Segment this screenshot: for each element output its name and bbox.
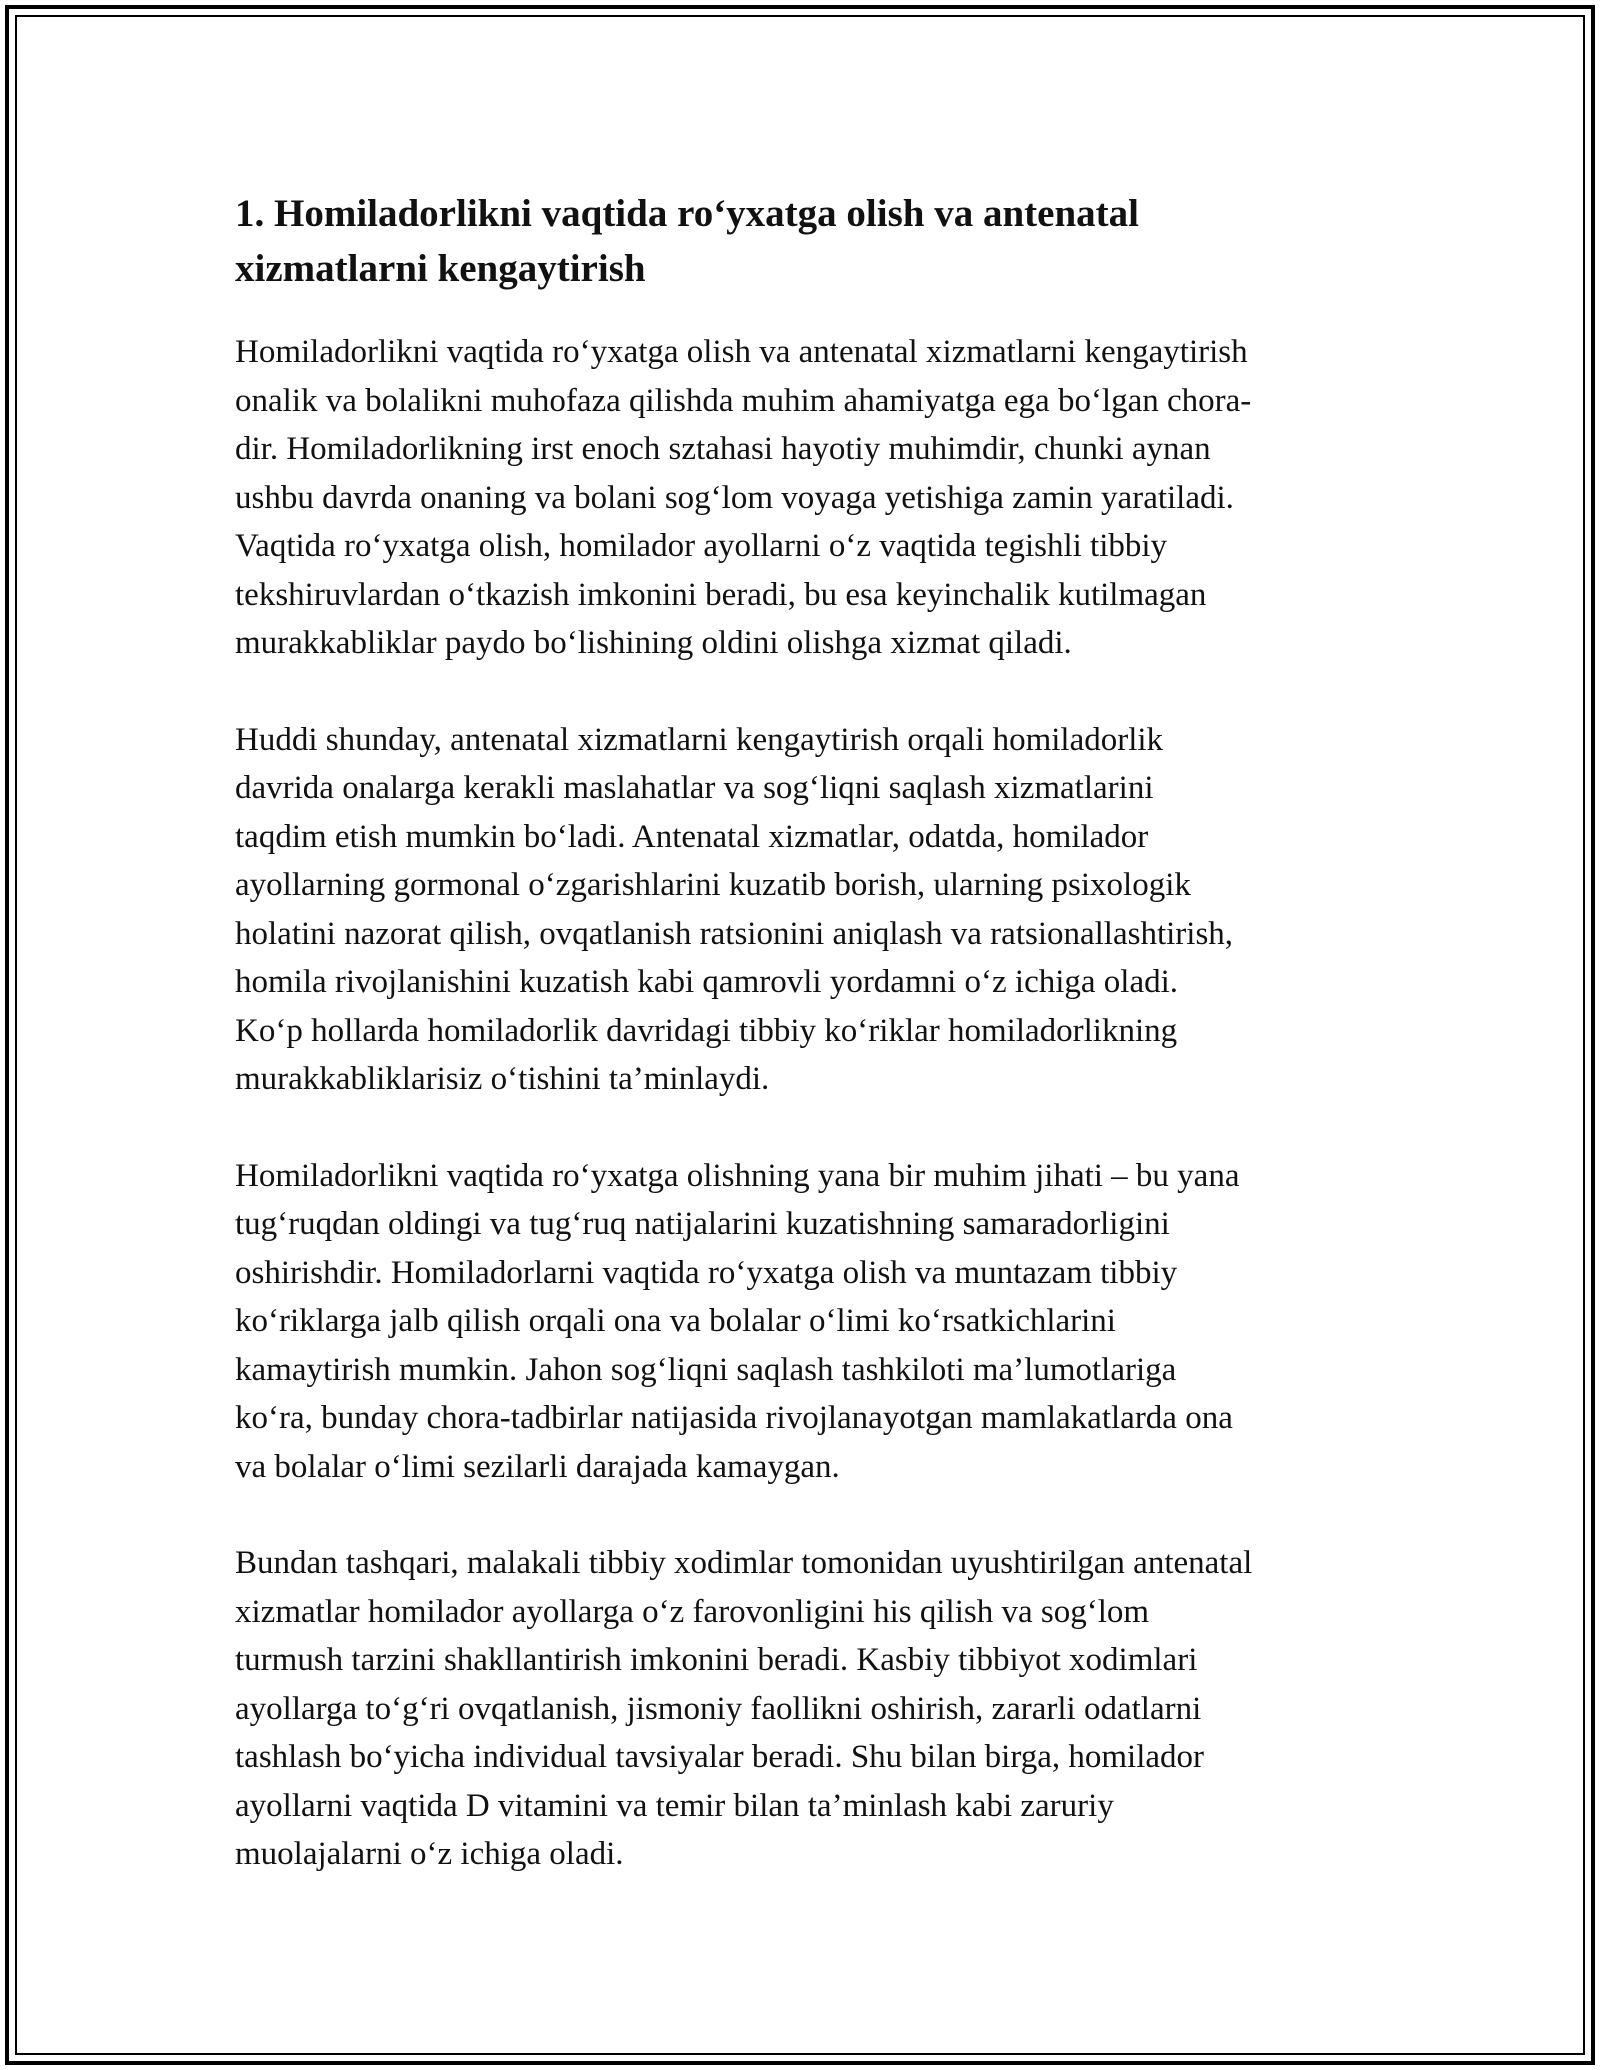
section-heading: 1. Homiladorlikni vaqtida ro‘yxatga olish va antenatal xizmatlarni kengaytirish [235, 192, 1139, 290]
paragraph-1: Homiladorlikni vaqtida ro‘yxatga olish va antenatal xizmatlarni kengaytirish onalik va bolalikni muhofaza qilishda muhim ahamiyatga ega bo‘lgan chora- dir. Homiladorlikning irst enoch sztahasi hayotiy muhimdir, chunki aynan ushbu davrda onaning va bolani sog‘lom voyaga yetishiga zamin yaratiladi. Vaqtida ro‘yxatga olish, homilador ayollarni o‘z vaqtida tegishli tibbiy tekshiruvlardan o‘tkazish imkonini beradi, bu esa keyinchalik kutilmagan murakkabliklar paydo bo‘lishining oldini olishga xizmat qiladi. [235, 334, 1252, 661]
paragraph-2: Huddi shunday, antenatal xizmatlarni kengaytirish orqali homiladorlik davrida onalarga kerakli maslahatlar va sog‘liqni saqlash xizmatlarini taqdim etish mumkin bo‘ladi. Antenatal xizmatlar, odatda, homilador ayollarning gormonal o‘zgarishlarini kuzatib borish, ularning psixologik holatini nazorat qilish, ovqatlanish ratsionini aniqlash va ratsionallashtirish, homila rivojlanishini kuzatish kabi qamrovli yordamni o‘z ichiga oladi. Ko‘p hollarda homiladorlik davridagi tibbiy ko‘riklar homiladorlikning murakkabliklarisiz o‘tishini ta’minlaydi. [235, 721, 1234, 1097]
paragraph-3: Homiladorlikni vaqtida ro‘yxatga olishning yana bir muhim jihati – bu yana tug‘ruqdan oldingi va tug‘ruq natijalarini kuzatishning samaradorligini oshirishdir. Homiladorlarni vaqtida ro‘yxatga olish va muntazam tibbiy ko‘riklarga jalb qilish orqali ona va bolalar o‘limi ko‘rsatkichlarini kamaytirish mumkin. Jahon sog‘liqni saqlash tashkiloti ma’lumotlariga ko‘ra, bunday chora-tadbirlar natijasida rivojlanayotgan mamlakatlarda ona va bolalar o‘limi sezilarli darajada kamaygan. [235, 1157, 1240, 1485]
document-body [235, 186, 1375, 1927]
paragraph-4: Bundan tashqari, malakali tibbiy xodimlar tomonidan uyushtirilgan antenatal xizmatlar homilador ayollarga o‘z farovonligini his qilish va sog‘lom turmush tarzini shakllantirish imkonini beradi. Kasbiy tibbiyot xodimlari ayollarga to‘g‘ri ovqatlanish, jismoniy faollikni oshirish, zararli odatlarni tashlash bo‘yicha individual tavsiyalar beradi. Shu bilan birga, homilador ayollarni vaqtida D vitamini va temir bilan ta’minlash kabi zaruriy muolajalarni o‘z ichiga oladi. [235, 1545, 1253, 1872]
